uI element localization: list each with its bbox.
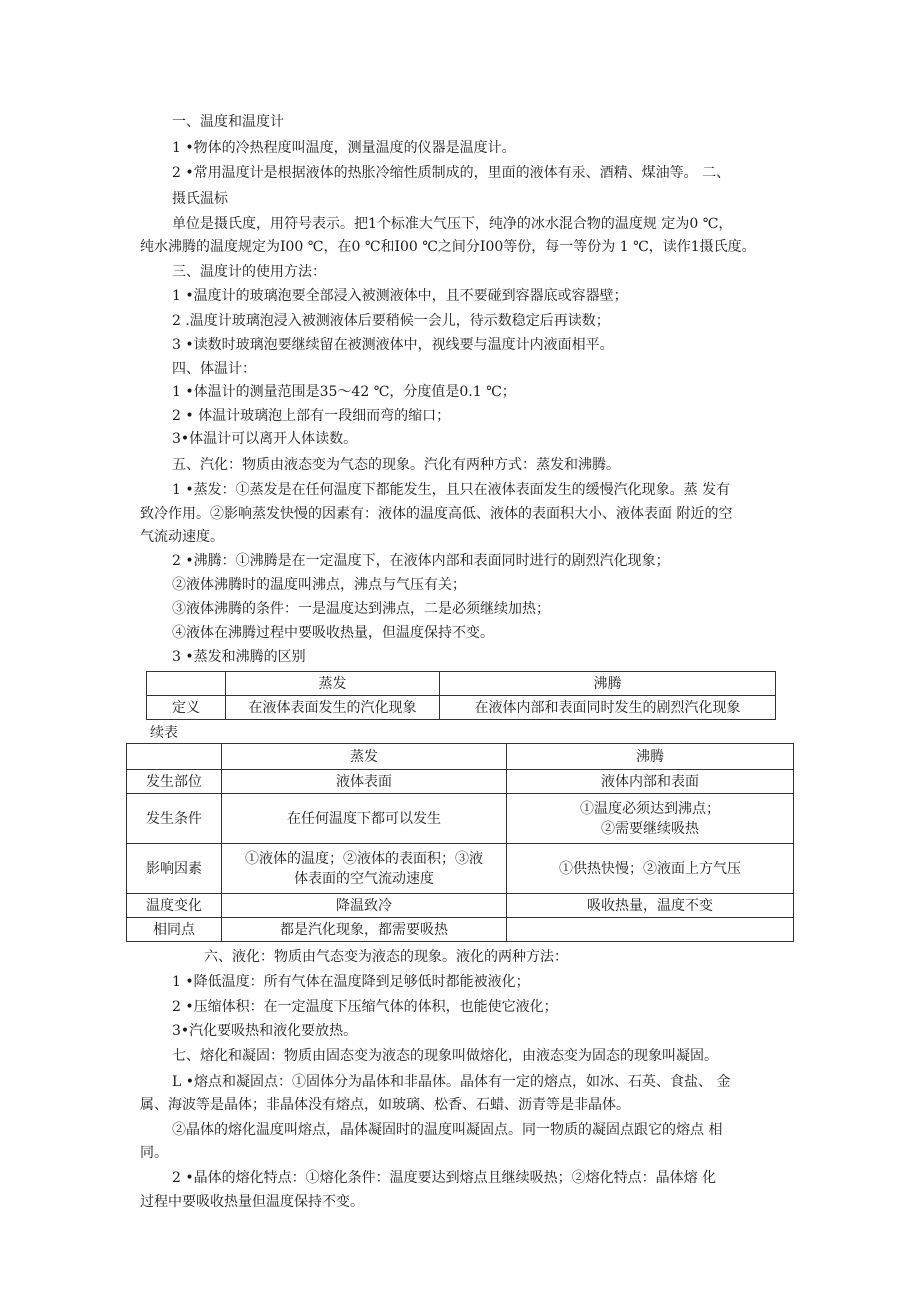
paragraph: ②液体沸腾时的温度叫沸点，沸点与气压有关； [172,577,466,593]
paragraph: 3•体温计可以离开人体读数。 [172,431,358,447]
table-cell: 液体内部和表面 [507,770,794,794]
paragraph: 3•汽化要吸热和液化要放热。 [172,1023,358,1039]
table-header-cell: 沸腾 [507,744,794,770]
paragraph: 3 •读数时玻璃泡要继续留在被测液体中，视线要与温度计内液面相平。 [172,337,614,353]
paragraph: ③液体沸腾的条件：一是温度达到沸点，二是必须继续加热； [172,601,550,617]
table-cell: 都是汽化现象，都需要吸热 [222,918,507,942]
section-title-vaporization: 五、汽化：物质由液态变为气态的现象。汽化有两种方式：蒸发和沸腾。 [172,457,620,473]
table-row-label: 发生部位 [127,770,222,794]
section-title-liquefaction: 六、液化：物质由气态变为液态的现象。液化的两种方法： [204,949,568,965]
section-title-melting: 七、熔化和凝固：物质由固态变为液态的现象叫做熔化，由液态变为固态的现象叫凝固。 [172,1048,718,1064]
table-cell: 吸收热量，温度不变 [507,894,794,918]
cell-line: 体表面的空气流动速度 [294,870,434,887]
table-row-label: 影响因素 [127,844,222,894]
cell-line: ①温度必须达到沸点； [580,800,720,817]
paragraph: 同。 [140,1145,168,1161]
paragraph: 2 •沸腾：①沸腾是在一定温度下，在液体内部和表面同时进行的剧烈汽化现象； [172,553,670,569]
table-header-cell [147,672,226,696]
table-cell-multiline [507,794,794,844]
paragraph: ②晶体的熔化温度叫熔点，晶体凝固时的温度叫凝固点。同一物质的凝固点跟它的熔点 相 [172,1122,723,1138]
table-cell: 在液体内部和表面同时发生的剧烈汽化现象 [440,696,776,720]
paragraph: 1 •体温计的测量范围是35〜42 ℃，分度值是0.1 ℃； [172,384,516,400]
table-cell: 在液体表面发生的汽化现象 [226,696,440,720]
table-cell: 降温致冷 [222,894,507,918]
paragraph: 过程中要吸收热量但温度保持不变。 [140,1194,364,1210]
table-cell [507,918,794,942]
table-header-cell [127,744,222,770]
table-header-cell: 蒸发 [222,744,507,770]
table-cell-multiline [222,844,507,894]
paragraph: 2 •压缩体积：在一定温度下压缩气体的体积，也能使它液化； [172,999,558,1015]
table-cell: ①供热快慢；②液面上方气压 [507,844,794,894]
section-title-temperature: 一、温度和温度计 [172,114,284,130]
table-row-label: 温度变化 [127,894,222,918]
paragraph: 2 .温度计玻璃泡浸入被测液体后要稍候一会儿，待示数稳定后再读数； [172,313,610,329]
table-row-label: 发生条件 [127,794,222,844]
paragraph: 1 •物体的冷热程度叫温度，测量温度的仪器是温度计。 [172,140,516,156]
section-title-clinical: 四、体温计： [172,361,256,377]
paragraph: 1 •温度计的玻璃泡要全部浸入被测液体中，且不要碰到容器底或容器壁； [172,288,628,304]
continued-table-label: 续表 [150,725,178,741]
section-title-usage: 三、温度计的使用方法： [172,264,326,280]
paragraph: 2 •常用温度计是根据液体的热胀冷缩性质制成的，里面的液体有汞、酒精、煤油等。 二、 [172,165,731,181]
table-cell: 液体表面 [222,770,507,794]
table-header-cell: 蒸发 [226,672,440,696]
table-header-cell: 沸腾 [440,672,776,696]
comparison-table-definition [146,671,776,720]
paragraph: 1 •降低温度：所有气体在温度降到足够低时都能被液化； [172,974,530,990]
cell-line: ①液体的温度；②液体的表面积；③液 [245,850,483,867]
table-cell: 在任何温度下都可以发生 [222,794,507,844]
paragraph: 致冷作用。②影响蒸发快慢的因素有：液体的温度高低、液体的表面积大小、液体表面 附近的空 [140,506,733,522]
paragraph: 气流动速度。 [140,529,224,545]
paragraph: 1 •蒸发：①蒸发是在任何温度下都能发生，且只在液体表面发生的缓慢汽化现象。蒸 发有 [172,482,731,498]
paragraph: L •熔点和凝固点：①固体分为晶体和非晶体。晶体有一定的熔点，如冰、石英、食盐、 金 [172,1074,731,1090]
cell-line: ②需要继续吸热 [601,820,699,837]
paragraph: 单位是摄氏度，用符号表示。把1个标准大气压下，纯净的冰水混合物的温度规 定为0 ℃， [172,216,733,232]
comparison-table-continued [126,743,794,942]
paragraph: 2 •晶体的熔化特点：①熔化条件：温度要达到熔点且继续吸热；②熔化特点：晶体熔 化 [172,1170,717,1186]
table-row-label: 相同点 [127,918,222,942]
paragraph: ④液体在沸腾过程中要吸收热量，但温度保持不变。 [172,625,494,641]
paragraph: 3 •蒸发和沸腾的区别 [172,649,306,665]
table-row-label: 定义 [147,696,226,720]
section-title-celsius: 摄氏温标 [172,191,228,207]
paragraph: 属、海波等是晶体；非晶体没有熔点，如玻璃、松香、石蜡、沥青等是非晶体。 [140,1097,630,1113]
paragraph: 2 • 体温计玻璃泡上部有一段细而弯的缩口； [172,408,451,424]
paragraph: 纯水沸腾的温度规定为I00 ℃，在0 ℃和I00 ℃之间分I00等份，每一等份为 1 ℃，读作1摄氏度。 [140,239,756,255]
